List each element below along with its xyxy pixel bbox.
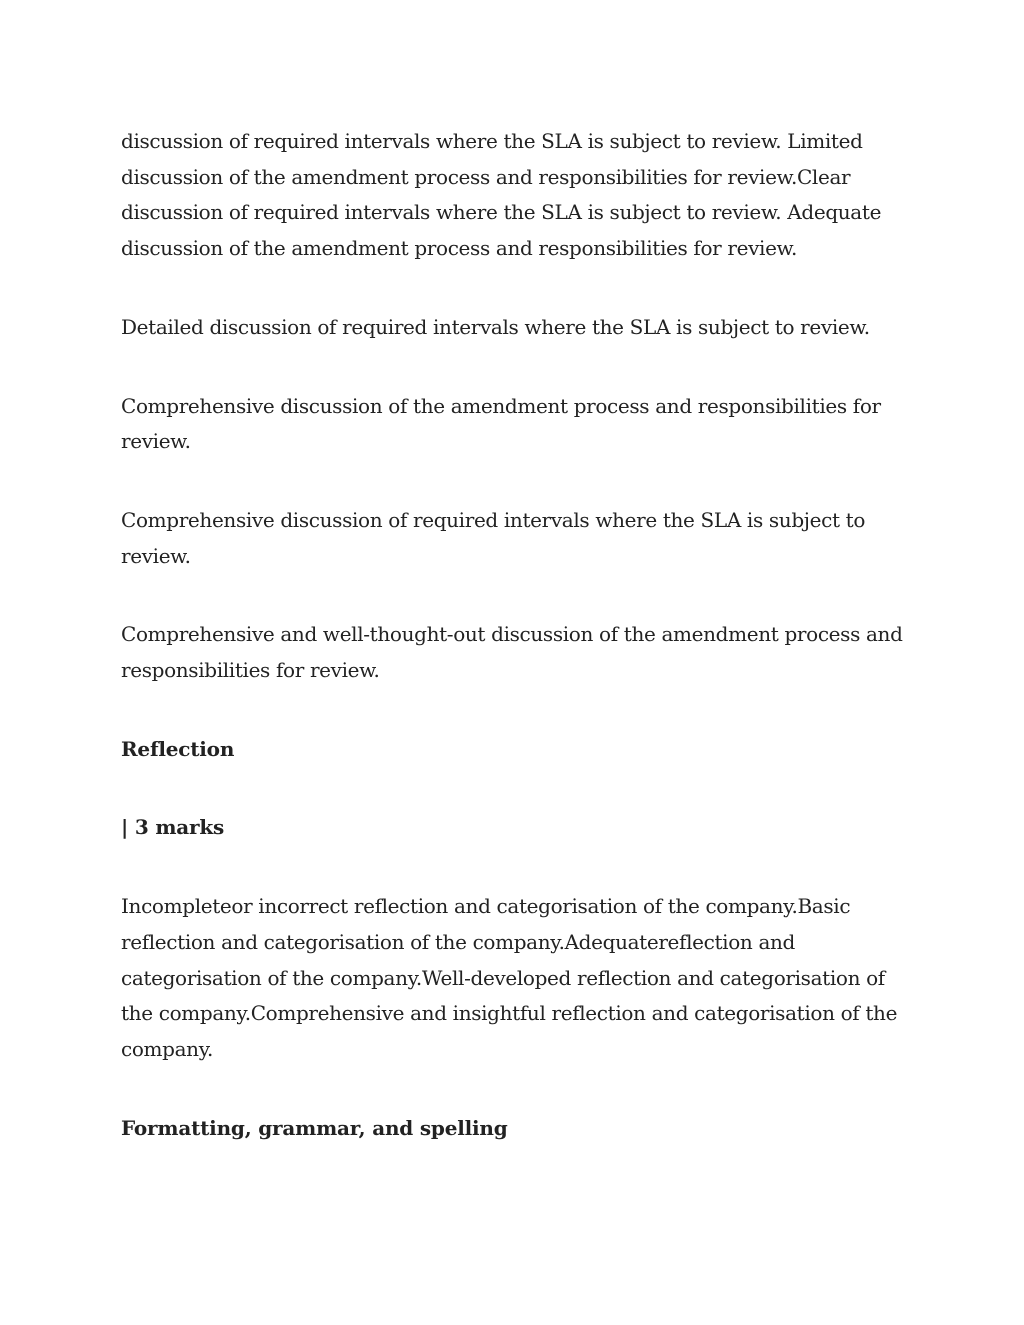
paragraph-well-thought-out: Comprehensive and well-thought-out discussion of the amendment process and responsibilities for review.	[121, 622, 903, 683]
paragraph-comprehensive-amendment: Comprehensive discussion of the amendment process and responsibilities for review.	[121, 393, 881, 454]
heading-formatting: Formatting, grammar, and spelling	[121, 1115, 508, 1140]
paragraph-reflection-criteria: Incompleteor incorrect reflection and categorisation of the company.Basic reflection and categorisation of the company.Adequatereflection and categorisation of the company.Well-developed reflection and categorisation of the company.Comprehensive and insightful reflection and categorisation of the company.	[121, 894, 898, 1061]
paragraph-detailed-discussion: Detailed discussion of required intervals where the SLA is subject to review.	[121, 314, 870, 339]
document-page	[121, 124, 911, 1189]
paragraph-sla-review-intervals: discussion of required intervals where the SLA is subject to review. Limited discussion of the amendment process and responsibilities for review.Clear discussion of required intervals where the SLA is subject to review. Adequate discussion of the amendment process and responsibilities for review.	[121, 129, 882, 261]
paragraph-comprehensive-intervals: Comprehensive discussion of required intervals where the SLA is subject to review.	[121, 507, 866, 568]
heading-reflection: Reflection	[121, 736, 235, 761]
heading-marks: | 3 marks	[121, 815, 225, 840]
